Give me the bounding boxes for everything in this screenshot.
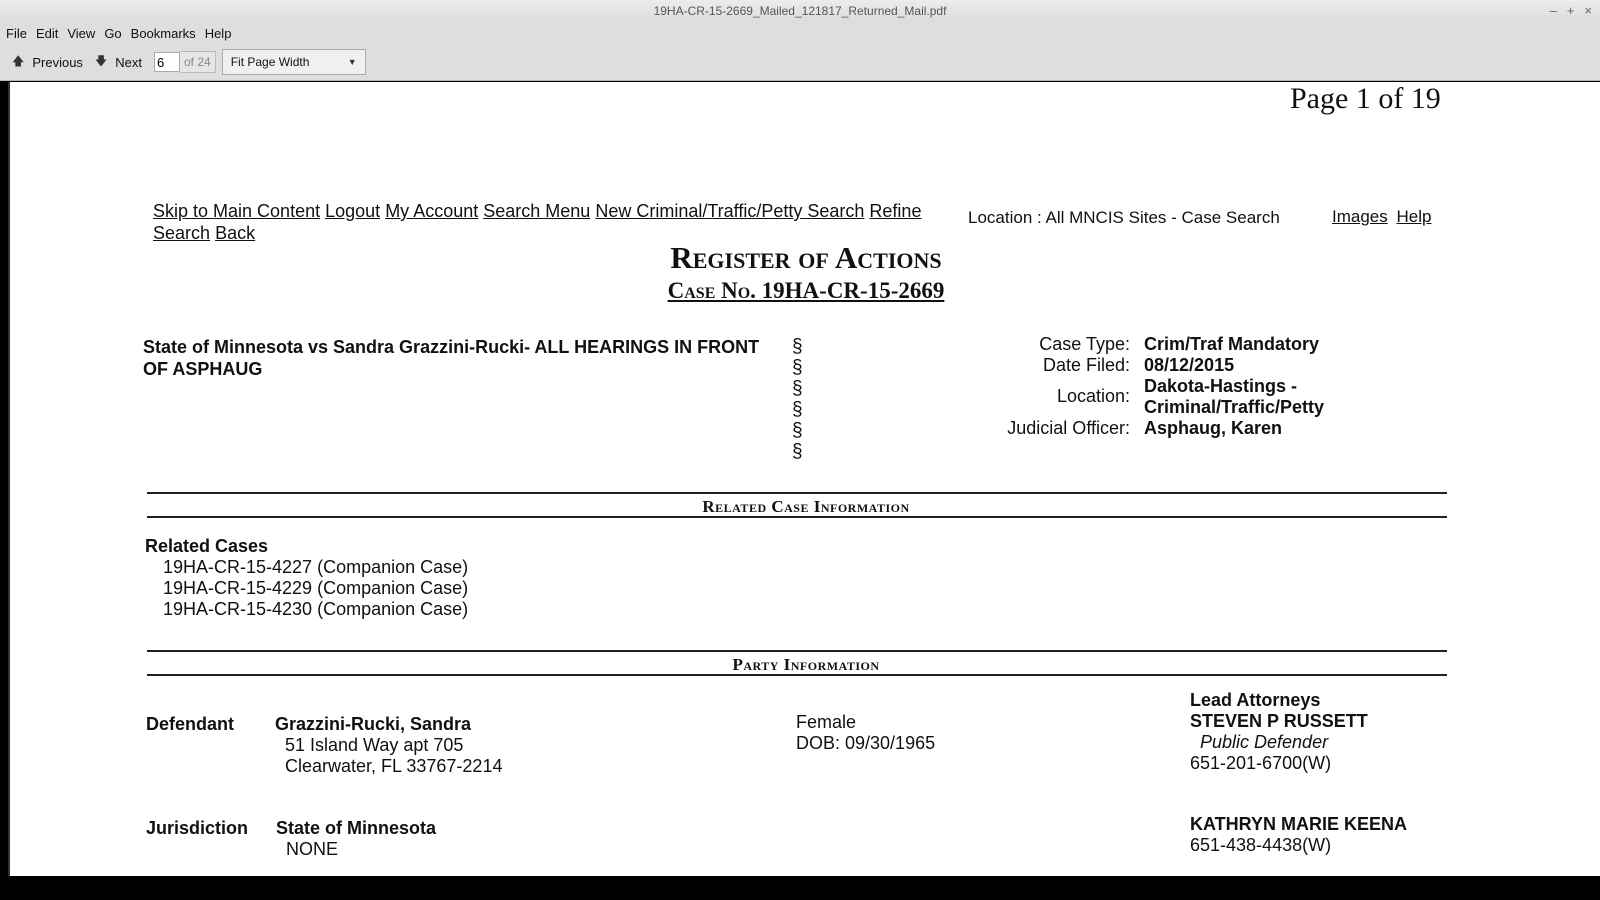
- page-total: of 24: [180, 51, 216, 73]
- menu-bar: [0, 22, 1600, 44]
- defendant-name: Grazzini-Rucki, Sandra: [275, 714, 472, 734]
- link-my-account[interactable]: My Account: [385, 201, 479, 221]
- jurisdiction-block: [276, 818, 436, 860]
- attorney-name: STEVEN P RUSSETT: [1190, 711, 1368, 731]
- link-refine-search[interactable]: Refine Search: [153, 201, 922, 243]
- divider: [147, 650, 1447, 652]
- menu-help[interactable]: Help: [204, 25, 232, 41]
- bottom-bar: [0, 876, 1600, 900]
- meta-date-filed: [950, 355, 1344, 376]
- meta-label: Date Filed:: [1042, 355, 1130, 375]
- defendant-demographics: [796, 712, 935, 754]
- next-button[interactable]: [95, 52, 142, 73]
- document-view[interactable]: [8, 82, 1600, 876]
- jurisdiction-name: State of Minnesota: [276, 818, 437, 838]
- location-links: [1332, 207, 1435, 227]
- toolbar: [0, 44, 1600, 81]
- meta-judicial-officer: [950, 418, 1344, 439]
- divider: [147, 492, 1447, 494]
- link-search-menu[interactable]: Search Menu: [483, 201, 591, 221]
- meta-label: Case Type:: [1039, 334, 1130, 354]
- divider: [147, 516, 1447, 518]
- section-symbol: §: [792, 399, 803, 420]
- section-symbol: §: [792, 336, 803, 357]
- attorney-name: KATHRYN MARIE KEENA: [1190, 814, 1408, 834]
- meta-value: Asphaug, Karen: [1144, 418, 1283, 438]
- arrow-down-icon: 🡇: [94, 53, 108, 68]
- meta-location: [950, 376, 1344, 418]
- section-symbol: §: [792, 357, 803, 378]
- chevron-down-icon: ▼: [347, 57, 357, 67]
- arrow-up-icon: 🡅: [12, 53, 25, 68]
- meta-value: Dakota-Hastings - Criminal/Traffic/Petty: [1144, 376, 1325, 417]
- document-title: Register of Actions: [670, 240, 942, 275]
- list-item: 19HA-CR-15-4230 (Companion Case): [163, 599, 469, 619]
- lead-attorneys: [1190, 690, 1368, 774]
- menu-edit[interactable]: Edit: [35, 25, 59, 41]
- menu-bookmarks[interactable]: Bookmarks: [130, 25, 196, 41]
- zoom-value: Fit Page Width: [230, 55, 310, 69]
- previous-label: Previous: [32, 54, 83, 70]
- section-symbol: §: [792, 420, 803, 441]
- party-section-title: Party Information: [732, 655, 880, 674]
- attorney-role: Public Defender: [1200, 732, 1329, 752]
- meta-label: Judicial Officer:: [1007, 418, 1130, 438]
- section-symbols: [792, 336, 803, 462]
- section-symbol: §: [792, 378, 803, 399]
- divider: [147, 674, 1447, 676]
- link-help[interactable]: Help: [1396, 207, 1432, 226]
- meta-value: 08/12/2015: [1144, 355, 1235, 375]
- case-meta: [950, 334, 1344, 439]
- jurisdiction-line2: NONE: [286, 839, 339, 859]
- page-number: Page 1 of 19: [1290, 82, 1441, 115]
- minimize-icon[interactable]: –: [1549, 3, 1557, 18]
- attorney-phone: 651-438-4438(W): [1190, 835, 1332, 855]
- jurisdiction-label: Jurisdiction: [146, 818, 249, 838]
- meta-case-type: [950, 334, 1344, 355]
- menu-view[interactable]: View: [67, 25, 96, 41]
- location-text: Location : All MNCIS Sites - Case Search: [968, 208, 1280, 227]
- defendant-dob: DOB: 09/30/1965: [796, 733, 936, 753]
- case-number-text: Case No. 19HA-CR-15-2669: [667, 278, 945, 303]
- link-new-search[interactable]: New Criminal/Traffic/Petty Search: [595, 201, 865, 221]
- meta-label: Location:: [1056, 386, 1130, 406]
- previous-button[interactable]: [12, 52, 83, 73]
- link-images[interactable]: Images: [1332, 207, 1388, 226]
- jurisdiction-attorney: [1190, 814, 1407, 856]
- defendant-address2: Clearwater, FL 33767-2214: [285, 756, 503, 776]
- pdf-page: [10, 82, 1600, 876]
- menu-go[interactable]: Go: [104, 25, 122, 41]
- defendant-label: Defendant: [146, 714, 235, 734]
- meta-value: Crim/Traf Mandatory: [1144, 334, 1320, 354]
- page-number-input[interactable]: [154, 52, 180, 72]
- maximize-icon[interactable]: +: [1566, 3, 1575, 18]
- case-style: State of Minnesota vs Sandra Grazzini-Rucki- ALL HEARINGS IN FRONT OF ASPHAUG: [143, 337, 760, 379]
- related-heading: Related Cases: [145, 536, 269, 556]
- defendant-gender: Female: [796, 712, 857, 732]
- case-number: [10, 278, 1600, 304]
- list-item: 19HA-CR-15-4227 (Companion Case): [163, 557, 469, 577]
- link-skip-main[interactable]: Skip to Main Content: [153, 201, 321, 221]
- defendant-address1: 51 Island Way apt 705: [285, 735, 464, 755]
- list-item: 19HA-CR-15-4229 (Companion Case): [163, 578, 469, 598]
- related-cases: [145, 536, 468, 620]
- window-controls: [1550, 0, 1592, 22]
- menu-file[interactable]: File: [6, 25, 27, 41]
- related-section-title: Related Case Information: [702, 497, 910, 516]
- defendant-block: [275, 714, 502, 777]
- link-back[interactable]: Back: [215, 223, 256, 243]
- window-title: 19HA-CR-15-2669_Mailed_121817_Returned_Mail.pdf: [653, 4, 947, 18]
- attorney-phone: 651-201-6700(W): [1190, 753, 1332, 773]
- link-logout[interactable]: Logout: [325, 201, 381, 221]
- zoom-select[interactable]: [222, 49, 366, 75]
- close-icon[interactable]: ×: [1584, 3, 1592, 18]
- window-titlebar: [0, 0, 1600, 22]
- section-symbol: §: [792, 441, 803, 462]
- nav-links: [153, 200, 943, 244]
- next-label: Next: [115, 54, 142, 70]
- lead-attorneys-heading: Lead Attorneys: [1190, 690, 1321, 710]
